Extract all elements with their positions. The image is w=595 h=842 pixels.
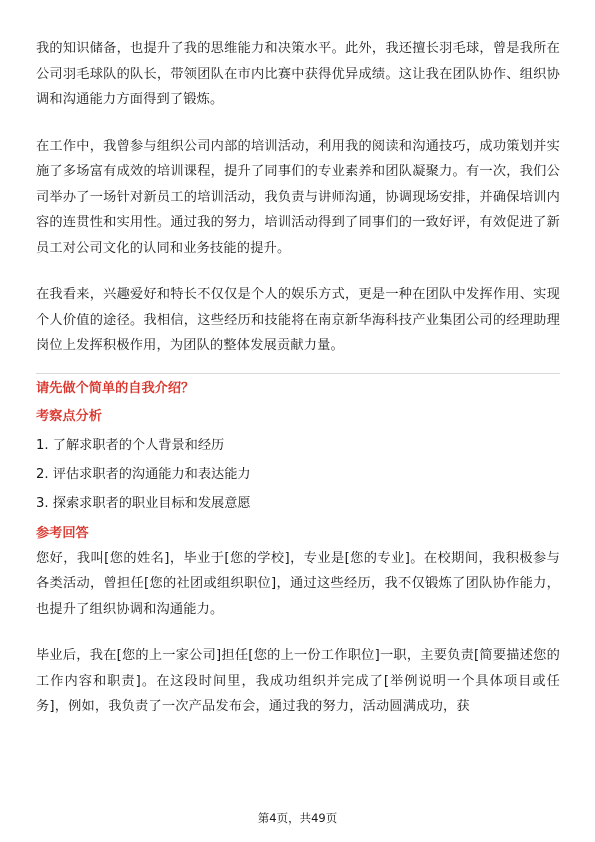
analysis-item: 2. 评估求职者的沟通能力和表达能力: [36, 466, 251, 482]
answer-heading: 参考回答: [36, 525, 89, 541]
answer-block: [36, 546, 560, 720]
document-page: [36, 0, 560, 720]
paragraph-gap: [36, 261, 560, 282]
paragraph-gap: [36, 622, 560, 643]
analysis-list: [36, 431, 560, 518]
paragraph-gap: [36, 113, 560, 134]
analysis-heading: 考察点分析: [36, 408, 102, 424]
analysis-item: 3. 探索求职者的职业目标和发展意愿: [36, 495, 251, 511]
page-number-footer: 第4页，共49页: [257, 811, 338, 825]
body-paragraph: 在我看来，兴趣爱好和特长不仅仅是个人的娱乐方式，更是一种在团队中发挥作用、实现个人价值的途径。我相信，这些经历和技能将在南京新华海科技产业集团公司的经理助理岗位上发挥积极作用，为团队的整体发展贡献力量。: [36, 287, 560, 353]
answer-paragraph: 您好，我叫[您的姓名]，毕业于[您的学校]，专业是[您的专业]。在校期间，我积极参与各类活动，曾担任[您的社团或组织职位]，通过这些经历，我不仅锻炼了团队协作能力，也提升了组织协调和沟通能力。: [36, 550, 560, 617]
section-divider: [36, 373, 560, 374]
analysis-item: 1. 了解求职者的个人背景和经历: [36, 437, 225, 453]
body-paragraph: 在工作中，我曾参与组织公司内部的培训活动，利用我的阅读和沟通技巧，成功策划并实施了多场富有成效的培训课程，提升了同事们的专业素养和团队凝聚力。有一次，我们公司举办了一场针对新员工的培训活动，我负责与讲师沟通，协调现场安排，并确保培训内容的连贯性和实用性。通过我的努力，培训活动得到了同事们的一致好评，有效促进了新员工对公司文化的认同和业务技能的提升。: [36, 138, 560, 256]
answer-paragraph: 毕业后，我在[您的上一家公司]担任[您的上一份工作职位]一职，主要负责[简要描述您的工作内容和职责]。在这段时间里，我成功组织并完成了[举例说明一个具体项目或任务]，例如，我负责了一次产品发布会，通过我的努力，活动圆满成功，获: [36, 648, 560, 714]
body-paragraph: 我的知识储备，也提升了我的思维能力和决策水平。此外，我还擅长羽毛球，曾是我所在公司羽毛球队的队长，带领团队在市内比赛中获得优异成绩。这让我在团队协作、组织协调和沟通能力方面得到了锻炼。: [36, 41, 560, 107]
interview-question: 请先做个简单的自我介绍？: [36, 380, 195, 396]
